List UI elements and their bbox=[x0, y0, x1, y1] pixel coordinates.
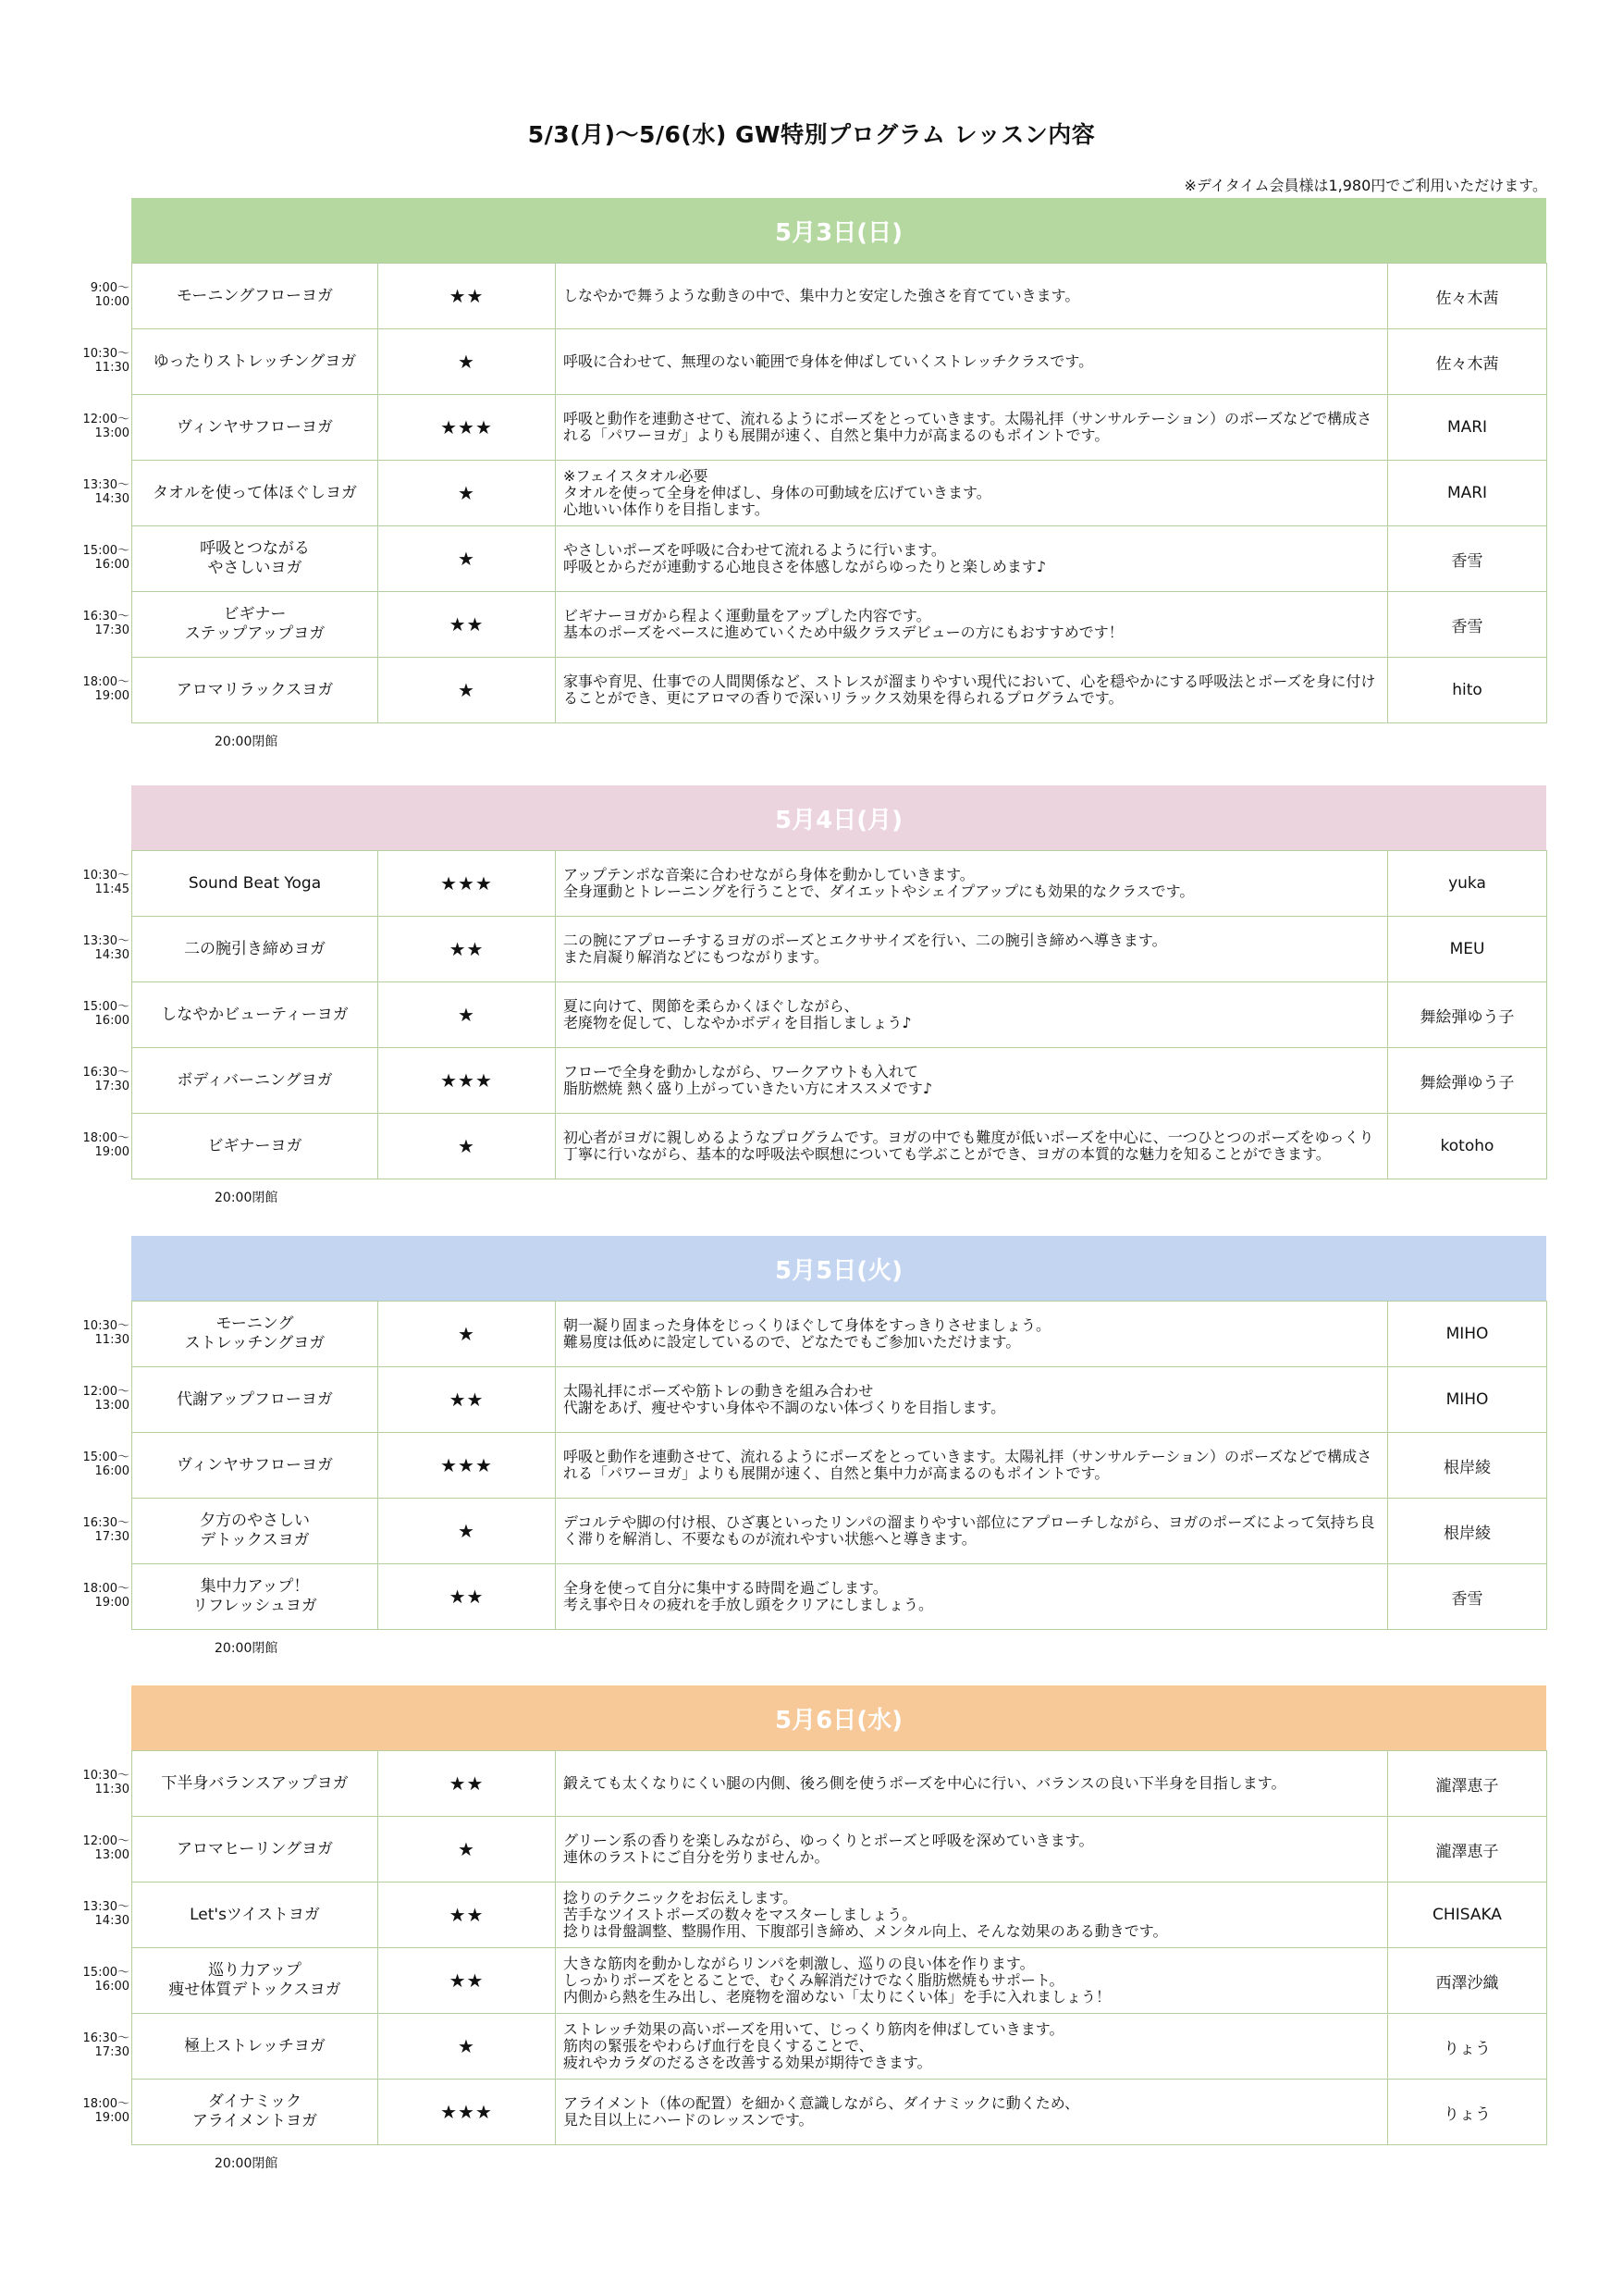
lesson-row bbox=[132, 1948, 1547, 2014]
lesson-row bbox=[132, 851, 1547, 917]
instructor-name: 佐々木茜 bbox=[1388, 329, 1547, 395]
lesson-name: ダイナミック アライメントヨガ bbox=[132, 2080, 378, 2145]
lesson-row bbox=[132, 1114, 1547, 1179]
lesson-time bbox=[83, 1000, 129, 1028]
lesson-description: グリーン系の香りを楽しみながら、ゆっくりとポーズと呼吸を深めていきます。 連休のラストにご自分を労りませんか。 bbox=[556, 1817, 1388, 1882]
closing-time: 20:00閉館 bbox=[215, 1191, 278, 1205]
time-start: 18:00〜 bbox=[82, 675, 129, 689]
time-start: 13:30〜 bbox=[82, 1900, 129, 1914]
lesson-table bbox=[131, 1301, 1547, 1630]
lesson-name: ゆったりストレッチングヨガ bbox=[132, 329, 378, 395]
time-end: 11:45 bbox=[94, 883, 129, 896]
lesson-description: アライメント（体の配置）を細かく意識しながら、ダイナミックに動くため、 見た目以上にハードのレッスンです。 bbox=[556, 2080, 1388, 2145]
lesson-time bbox=[83, 2097, 129, 2125]
time-end: 17:30 bbox=[94, 1530, 129, 1544]
difficulty-stars: ★★★ bbox=[378, 1048, 556, 1114]
lesson-row bbox=[132, 1751, 1547, 1817]
time-start: 15:00〜 bbox=[82, 1450, 129, 1464]
lesson-time bbox=[83, 610, 129, 637]
time-end: 13:00 bbox=[94, 1399, 129, 1413]
time-start: 12:00〜 bbox=[82, 1385, 129, 1399]
lesson-time bbox=[83, 1319, 129, 1347]
lesson-description: 二の腕にアプローチするヨガのポーズとエクササイズを行い、二の腕引き締めへ導きます。 また肩凝り解消などにもつながります。 bbox=[556, 917, 1388, 982]
lesson-name: アロマヒーリングヨガ bbox=[132, 1817, 378, 1882]
time-start: 13:30〜 bbox=[82, 478, 129, 492]
time-end: 14:30 bbox=[94, 492, 129, 506]
difficulty-stars: ★★ bbox=[378, 1948, 556, 2014]
difficulty-stars: ★ bbox=[378, 1114, 556, 1179]
lesson-row bbox=[132, 917, 1547, 982]
closing-time: 20:00閉館 bbox=[215, 734, 278, 749]
day-header: 5月5日(火) bbox=[131, 1236, 1546, 1301]
lesson-name: Sound Beat Yoga bbox=[132, 851, 378, 917]
lesson-table bbox=[131, 263, 1547, 723]
lesson-row bbox=[132, 1367, 1547, 1433]
lesson-description: 全身を使って自分に集中する時間を過ごします。 考え事や日々の疲れを手放し頭をクリアにしましょう。 bbox=[556, 1564, 1388, 1630]
time-start: 10:30〜 bbox=[82, 869, 129, 883]
instructor-name: 香雪 bbox=[1388, 592, 1547, 658]
lesson-table bbox=[131, 1750, 1547, 2145]
time-end: 10:00 bbox=[94, 295, 129, 309]
lesson-row bbox=[132, 982, 1547, 1048]
difficulty-stars: ★★★ bbox=[378, 395, 556, 461]
instructor-name: 舞絵弾ゆう子 bbox=[1388, 982, 1547, 1048]
lesson-description: 呼吸に合わせて、無理のない範囲で身体を伸ばしていくストレッチクラスです。 bbox=[556, 329, 1388, 395]
lesson-row bbox=[132, 526, 1547, 592]
time-start: 9:00〜 bbox=[90, 281, 129, 295]
lesson-name: 集中力アップ！ リフレッシュヨガ bbox=[132, 1564, 378, 1630]
time-end: 11:30 bbox=[94, 1783, 129, 1796]
difficulty-stars: ★★ bbox=[378, 264, 556, 329]
lesson-description: しなやかで舞うような動きの中で、集中力と安定した強さを育てていきます。 bbox=[556, 264, 1388, 329]
lesson-time bbox=[83, 347, 129, 375]
lesson-row bbox=[132, 1048, 1547, 1114]
lesson-row bbox=[132, 329, 1547, 395]
instructor-name: MIHO bbox=[1388, 1367, 1547, 1433]
day-header: 5月4日(月) bbox=[131, 785, 1546, 850]
instructor-name: 香雪 bbox=[1388, 526, 1547, 592]
time-start: 10:30〜 bbox=[82, 1319, 129, 1333]
lesson-time bbox=[91, 281, 129, 309]
lesson-row bbox=[132, 1817, 1547, 1882]
difficulty-stars: ★★ bbox=[378, 917, 556, 982]
lesson-time bbox=[83, 544, 129, 572]
instructor-name: MEU bbox=[1388, 917, 1547, 982]
lesson-time bbox=[83, 1385, 129, 1413]
time-end: 16:00 bbox=[94, 1980, 129, 1994]
lesson-name: アロマリラックスヨガ bbox=[132, 658, 378, 723]
lesson-description: 呼吸と動作を連動させて、流れるようにポーズをとっていきます。太陽礼拝（サンサルテーション）のポーズなどで構成される「パワーヨガ」よりも展開が速く、自然と集中力が高まるのもポイントです。 bbox=[556, 1433, 1388, 1499]
instructor-name: 西澤沙織 bbox=[1388, 1948, 1547, 2014]
difficulty-stars: ★★ bbox=[378, 592, 556, 658]
time-end: 16:00 bbox=[94, 1014, 129, 1028]
lesson-time bbox=[83, 1582, 129, 1610]
difficulty-stars: ★ bbox=[378, 461, 556, 526]
instructor-name: yuka bbox=[1388, 851, 1547, 917]
pricing-note: ※デイタイム会員様は1,980円でご利用いただけます。 bbox=[1184, 177, 1547, 194]
lesson-time bbox=[83, 675, 129, 703]
instructor-name: 佐々木茜 bbox=[1388, 264, 1547, 329]
difficulty-stars: ★ bbox=[378, 329, 556, 395]
difficulty-stars: ★★ bbox=[378, 1751, 556, 1817]
instructor-name: 香雪 bbox=[1388, 1564, 1547, 1630]
difficulty-stars: ★★ bbox=[378, 1882, 556, 1948]
difficulty-stars: ★ bbox=[378, 1302, 556, 1367]
lesson-description: 初心者がヨガに親しめるようなプログラムです。ヨガの中でも難度が低いポーズを中心に、一つひとつのポーズをゆっくり丁寧に行いながら、基本的な呼吸法や瞑想についても学ぶことができ、ヨガの本質的な魅力を知ることができます。 bbox=[556, 1114, 1388, 1179]
instructor-name: りょう bbox=[1388, 2080, 1547, 2145]
lesson-time bbox=[83, 1066, 129, 1093]
time-end: 16:00 bbox=[94, 1464, 129, 1478]
lesson-description: ビギナーヨガから程よく運動量をアップした内容です。 基本のポーズをベースに進めていくため中級クラスデビューの方にもおすすめです！ bbox=[556, 592, 1388, 658]
lesson-time bbox=[83, 934, 129, 962]
time-start: 16:30〜 bbox=[82, 2031, 129, 2045]
lesson-name: 極上ストレッチヨガ bbox=[132, 2014, 378, 2080]
lesson-name: モーニング ストレッチングヨガ bbox=[132, 1302, 378, 1367]
time-start: 10:30〜 bbox=[82, 347, 129, 361]
lesson-name: ビギナー ステップアップヨガ bbox=[132, 592, 378, 658]
lesson-name: 下半身バランスアップヨガ bbox=[132, 1751, 378, 1817]
lesson-time bbox=[83, 1769, 129, 1796]
lesson-name: モーニングフローヨガ bbox=[132, 264, 378, 329]
lesson-row bbox=[132, 1499, 1547, 1564]
time-start: 12:00〜 bbox=[82, 413, 129, 426]
time-end: 13:00 bbox=[94, 426, 129, 440]
lesson-name: ヴィンヤサフローヨガ bbox=[132, 395, 378, 461]
lesson-description: 鍛えても太くなりにくい腿の内側、後ろ側を使うポーズを中心に行い、バランスの良い下半身を目指します。 bbox=[556, 1751, 1388, 1817]
time-start: 18:00〜 bbox=[82, 2097, 129, 2111]
lesson-description: 夏に向けて、関節を柔らかくほぐしながら、 老廃物を促して、しなやかボディを目指しましょう♪ bbox=[556, 982, 1388, 1048]
day-header: 5月3日(日) bbox=[131, 198, 1546, 263]
time-end: 17:30 bbox=[94, 1080, 129, 1093]
lesson-row bbox=[132, 1564, 1547, 1630]
difficulty-stars: ★★ bbox=[378, 1564, 556, 1630]
lesson-name: ヴィンヤサフローヨガ bbox=[132, 1433, 378, 1499]
lesson-row bbox=[132, 461, 1547, 526]
lesson-description: 大きな筋肉を動かしながらリンパを刺激し、巡りの良い体を作ります。 しっかりポーズをとることで、むくみ解消だけでなく脂肪燃焼もサポート。 内側から熱を生み出し、老廃物を溜めない「太りにくい体」を手に入れましょう！ bbox=[556, 1948, 1388, 2014]
lesson-row bbox=[132, 264, 1547, 329]
lesson-time bbox=[83, 1516, 129, 1544]
lesson-time bbox=[83, 1131, 129, 1159]
lesson-time bbox=[83, 869, 129, 896]
lesson-name: ビギナーヨガ bbox=[132, 1114, 378, 1179]
instructor-name: 根岸綾 bbox=[1388, 1499, 1547, 1564]
lesson-name: Let'sツイストヨガ bbox=[132, 1882, 378, 1948]
time-end: 17:30 bbox=[94, 2045, 129, 2059]
time-start: 13:30〜 bbox=[82, 934, 129, 948]
difficulty-stars: ★ bbox=[378, 2014, 556, 2080]
lesson-description: 家事や育児、仕事での人間関係など、ストレスが溜まりやすい現代において、心を穏やかにする呼吸法とポーズを身に付けることができ、更にアロマの香りで深いリラックス効果を得られるプログラムです。 bbox=[556, 658, 1388, 723]
lesson-description: アップテンポな音楽に合わせながら身体を動かしていきます。 全身運動とトレーニングを行うことで、ダイエットやシェイプアップにも効果的なクラスです。 bbox=[556, 851, 1388, 917]
lesson-name: 代謝アップフローヨガ bbox=[132, 1367, 378, 1433]
instructor-name: MARI bbox=[1388, 395, 1547, 461]
lesson-name: 巡り力アップ 痩せ体質デトックスヨガ bbox=[132, 1948, 378, 2014]
difficulty-stars: ★★★ bbox=[378, 2080, 556, 2145]
lesson-description: 朝一凝り固まった身体をじっくりほぐして身体をすっきりさせましょう。 難易度は低めに設定しているので、どなたでもご参加いただけます。 bbox=[556, 1302, 1388, 1367]
instructor-name: MARI bbox=[1388, 461, 1547, 526]
time-end: 16:00 bbox=[94, 558, 129, 572]
time-end: 19:00 bbox=[94, 1145, 129, 1159]
instructor-name: CHISAKA bbox=[1388, 1882, 1547, 1948]
instructor-name: kotoho bbox=[1388, 1114, 1547, 1179]
difficulty-stars: ★★★ bbox=[378, 1433, 556, 1499]
closing-time: 20:00閉館 bbox=[215, 2156, 278, 2171]
instructor-name: 瀧澤恵子 bbox=[1388, 1817, 1547, 1882]
time-start: 16:30〜 bbox=[82, 1066, 129, 1080]
lesson-description: 太陽礼拝にポーズや筋トレの動きを組み合わせ 代謝をあげ、痩せやすい身体や不調のない体づくりを目指します。 bbox=[556, 1367, 1388, 1433]
difficulty-stars: ★ bbox=[378, 658, 556, 723]
instructor-name: hito bbox=[1388, 658, 1547, 723]
time-end: 14:30 bbox=[94, 1914, 129, 1928]
difficulty-stars: ★ bbox=[378, 1499, 556, 1564]
lesson-name: 呼吸とつながる やさしいヨガ bbox=[132, 526, 378, 592]
instructor-name: MIHO bbox=[1388, 1302, 1547, 1367]
time-end: 14:30 bbox=[94, 948, 129, 962]
lesson-row bbox=[132, 2080, 1547, 2145]
time-end: 13:00 bbox=[94, 1848, 129, 1862]
closing-time: 20:00閉館 bbox=[215, 1641, 278, 1656]
lesson-description: ※フェイスタオル必要 タオルを使って全身を伸ばし、身体の可動域を広げていきます。 心地いい体作りを目指します。 bbox=[556, 461, 1388, 526]
instructor-name: 瀧澤恵子 bbox=[1388, 1751, 1547, 1817]
instructor-name: 舞絵弾ゆう子 bbox=[1388, 1048, 1547, 1114]
lesson-time bbox=[83, 1450, 129, 1478]
day-header: 5月6日(水) bbox=[131, 1685, 1546, 1750]
lesson-time bbox=[83, 1900, 129, 1928]
lesson-name: しなやかビューティーヨガ bbox=[132, 982, 378, 1048]
time-start: 18:00〜 bbox=[82, 1582, 129, 1596]
time-end: 11:30 bbox=[94, 361, 129, 375]
lesson-name: ボディバーニングヨガ bbox=[132, 1048, 378, 1114]
lesson-row bbox=[132, 1433, 1547, 1499]
difficulty-stars: ★ bbox=[378, 526, 556, 592]
instructor-name: りょう bbox=[1388, 2014, 1547, 2080]
lesson-row bbox=[132, 1302, 1547, 1367]
lesson-description: 捻りのテクニックをお伝えします。 苦手なツイストポーズの数々をマスターしましょう。 捻りは骨盤調整、整腸作用、下腹部引き締め、メンタル向上、そんな効果のある動きです。 bbox=[556, 1882, 1388, 1948]
lesson-row bbox=[132, 1882, 1547, 1948]
time-start: 16:30〜 bbox=[82, 1516, 129, 1530]
lesson-row bbox=[132, 658, 1547, 723]
lesson-description: ストレッチ効果の高いポーズを用いて、じっくり筋肉を伸ばしていきます。 筋肉の緊張をやわらげ血行を良くすることで、 疲れやカラダのだるさを改善する効果が期待できます。 bbox=[556, 2014, 1388, 2080]
time-start: 10:30〜 bbox=[82, 1769, 129, 1783]
lesson-description: フローで全身を動かしながら、ワークアウトも入れて 脂肪燃焼 熱く盛り上がっていきたい方にオススメです♪ bbox=[556, 1048, 1388, 1114]
time-start: 18:00〜 bbox=[82, 1131, 129, 1145]
lesson-row bbox=[132, 395, 1547, 461]
instructor-name: 根岸綾 bbox=[1388, 1433, 1547, 1499]
difficulty-stars: ★★★ bbox=[378, 851, 556, 917]
lesson-row bbox=[132, 592, 1547, 658]
time-end: 19:00 bbox=[94, 1596, 129, 1610]
lesson-table bbox=[131, 850, 1547, 1179]
lesson-row bbox=[132, 2014, 1547, 2080]
time-start: 15:00〜 bbox=[82, 544, 129, 558]
lesson-name: 二の腕引き締めヨガ bbox=[132, 917, 378, 982]
difficulty-stars: ★ bbox=[378, 982, 556, 1048]
lesson-time bbox=[83, 413, 129, 440]
lesson-time bbox=[83, 2031, 129, 2059]
time-end: 11:30 bbox=[94, 1333, 129, 1347]
page-title: 5/3(月)〜5/6(水) GW特別プログラム レッスン内容 bbox=[527, 121, 1096, 148]
lesson-time bbox=[83, 478, 129, 506]
difficulty-stars: ★★ bbox=[378, 1367, 556, 1433]
time-start: 12:00〜 bbox=[82, 1834, 129, 1848]
lesson-name: タオルを使って体ほぐしヨガ bbox=[132, 461, 378, 526]
time-start: 15:00〜 bbox=[82, 1000, 129, 1014]
lesson-time bbox=[83, 1834, 129, 1862]
time-start: 15:00〜 bbox=[82, 1966, 129, 1980]
time-end: 17:30 bbox=[94, 623, 129, 637]
difficulty-stars: ★ bbox=[378, 1817, 556, 1882]
lesson-description: 呼吸と動作を連動させて、流れるようにポーズをとっていきます。太陽礼拝（サンサルテーション）のポーズなどで構成される「パワーヨガ」よりも展開が速く、自然と集中力が高まるのもポイントです。 bbox=[556, 395, 1388, 461]
lesson-name: 夕方のやさしい デトックスヨガ bbox=[132, 1499, 378, 1564]
time-end: 19:00 bbox=[94, 2111, 129, 2125]
lesson-time bbox=[83, 1966, 129, 1994]
lesson-description: やさしいポーズを呼吸に合わせて流れるように行います。 呼吸とからだが連動する心地良さを体感しながらゆったりと楽しめます♪ bbox=[556, 526, 1388, 592]
time-end: 19:00 bbox=[94, 689, 129, 703]
lesson-description: デコルテや脚の付け根、ひざ裏といったリンパの溜まりやすい部位にアプローチしながら、ヨガのポーズによって気持ち良く滞りを解消し、不要なものが流れやすい状態へと導きます。 bbox=[556, 1499, 1388, 1564]
time-start: 16:30〜 bbox=[82, 610, 129, 623]
